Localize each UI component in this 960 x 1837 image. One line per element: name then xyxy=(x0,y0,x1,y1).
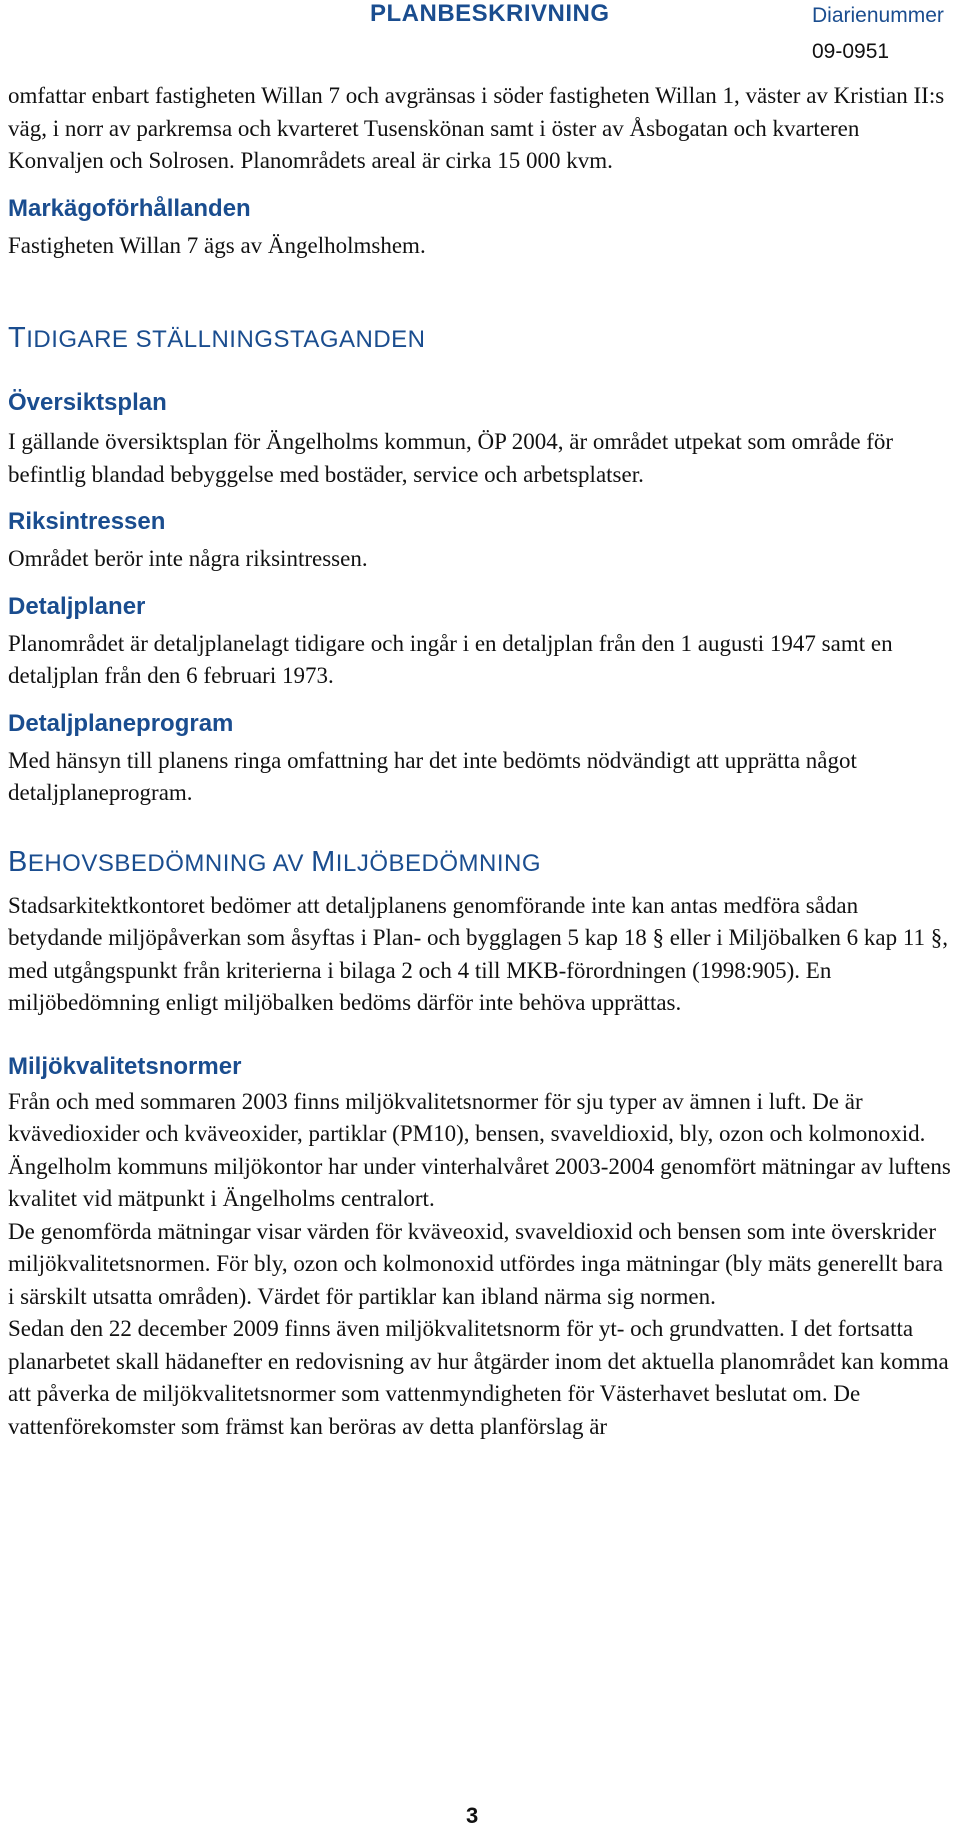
overview-plan-heading: Översiktsplan xyxy=(8,389,167,416)
detail-plans-paragraph: Planområdet är detaljplanelagt tidigare och ingår i en detaljplan från den 1 augusti 1947 samt en detaljplan från den 6 februari 1973. xyxy=(8,630,893,688)
quality-paragraph-2: Ängelholm kommuns miljökontor har under vinterhalvåret 2003-2004 genomfört mätningar av luftens kvalitet vid mätpunkt i Ängelholms centralort. xyxy=(8,1153,951,1211)
intro-paragraph: omfattar enbart fastigheten Willan 7 och avgränsas i söder fastigheten Willan 1, väster av Kristian II:s väg, i norr av parkremsa och kvarteret Tusenskönan samt i öster av Åsbogatan och kvarteren Konvaljen och Solrosen. Planområdets areal är cirka 15 000 kvm. xyxy=(8,83,945,173)
overview-plan-paragraph: I gällande översiktsplan för Ängelholms kommun, ÖP 2004, är området utpekat som område för befintlig blandad bebyggelse med bostäder, service och arbetsplatser. xyxy=(8,429,894,487)
diary-number: 09-0951 xyxy=(812,40,890,63)
ownership-paragraph: Fastigheten Willan 7 ägs av Ängelholmshem. xyxy=(8,232,426,258)
quality-paragraph-1: Från och med sommaren 2003 finns miljökvalitetsnormer för sju typer av ämnen i luft. De är kvävedioxider och kväveoxider, partiklar (PM10), bensen, svaveldioxid, bly, ozon och kolmonoxid. xyxy=(8,1088,926,1146)
needs-assessment-paragraph: Stadsarkitektkontoret bedömer att detaljplanens genomförande inte kan antas medföra sådan betydande miljöpåverkan som åsyftas i Plan- och bygglagen 5 kap 18 § eller i Miljöbalken 6 kap 11 §, med utgångspunkt från kriterierna i bilaga 2 och 4 till MKB-förordningen (1998:905). En miljöbedömning enligt miljöbalken bedöms därför inte behöva upprättas. xyxy=(8,892,949,1015)
page-number: 3 xyxy=(466,1803,479,1828)
document-body xyxy=(8,80,953,1443)
national-interest-heading: Riksintressen xyxy=(8,508,166,535)
quality-paragraph-3: De genomförda mätningar visar värden för kväveoxid, svaveldioxid och bensen som inte överskrider miljökvalitetsnormen. För bly, ozon och kolmonoxid utfördes inga mätningar (bly mäts generellt bara i särskilt utsatta områden). Värdet för partiklar kan ibland närma sig normen. xyxy=(8,1218,943,1309)
quality-paragraph-4: Sedan den 22 december 2009 finns även miljökvalitetsnorm för yt- och grundvatten. I det fortsatta planarbetet skall hädanefter en redovisning av hur åtgärder inom det aktuella planområdet kan komma att påverka de miljökvalitetsnormer som vattenmyndigheten för Västerhavet beslutat om. De vattenförekomster som främst kan beröras av detta planförslag är xyxy=(8,1316,949,1439)
detail-program-heading: Detaljplaneprogram xyxy=(8,709,234,737)
detail-plans-heading: Detaljplaner xyxy=(8,592,146,620)
diary-number-label: Diarienummer xyxy=(812,4,944,27)
needs-assessment-heading: BEHOVSBEDÖMNING AV MILJÖBEDÖMNING xyxy=(8,845,541,878)
document-title: PLANBESKRIVNING xyxy=(370,0,610,27)
national-interest-paragraph: Området berör inte några riksintressen. xyxy=(8,546,368,571)
previous-positions-heading: TIDIGARE STÄLLNINGSTAGANDEN xyxy=(8,322,426,354)
environmental-quality-heading: Miljökvalitetsnormer xyxy=(8,1052,242,1080)
ownership-heading: Markägoförhållanden xyxy=(8,194,251,222)
detail-program-paragraph: Med hänsyn till planens ringa omfattning har det inte bedömts nödvändigt att upprätta något detaljplaneprogram. xyxy=(8,747,857,805)
